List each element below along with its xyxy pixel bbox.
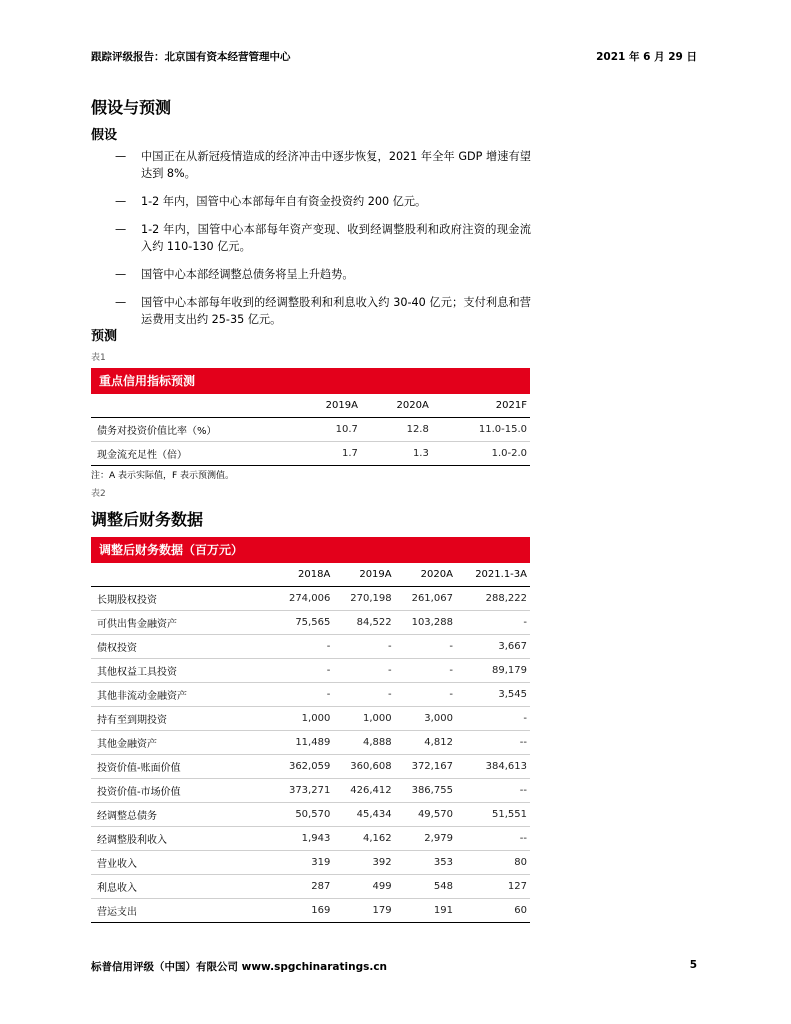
cell-value: 384,613 xyxy=(456,755,530,779)
row-label: 现金流充足性（倍） xyxy=(91,442,290,466)
cell-value: 372,167 xyxy=(395,755,456,779)
cell-value: 360,608 xyxy=(333,755,394,779)
cell-value: 353 xyxy=(395,851,456,875)
dash-bullet: — xyxy=(115,223,127,236)
cell-value: 319 xyxy=(272,851,333,875)
cell-value: 1.3 xyxy=(361,442,432,466)
cell-value: - xyxy=(456,611,530,635)
assumption-list xyxy=(91,148,531,339)
list-item-text: 国管中心本部每年收到的经调整股利和利息收入约 30-40 亿元；支付利息和营运费用支出约 25-35 亿元。 xyxy=(141,296,531,326)
cell-value: 373,271 xyxy=(272,779,333,803)
cell-value: 1,943 xyxy=(272,827,333,851)
credit-metrics-table xyxy=(91,394,530,466)
cell-value: 287 xyxy=(272,875,333,899)
cell-value: 103,288 xyxy=(395,611,456,635)
column-header xyxy=(91,394,290,418)
cell-value: - xyxy=(272,683,333,707)
cell-value: - xyxy=(333,635,394,659)
cell-value: 274,006 xyxy=(272,587,333,611)
list-item-text: 国管中心本部经调整总债务将呈上升趋势。 xyxy=(141,268,354,281)
row-label: 可供出售金融资产 xyxy=(91,611,272,635)
header-title: 跟踪评级报告：北京国有资本经营管理中心 xyxy=(91,51,291,63)
cell-value: 1.7 xyxy=(290,442,361,466)
cell-value: 60 xyxy=(456,899,530,923)
cell-value: 11,489 xyxy=(272,731,333,755)
table-row xyxy=(91,851,530,875)
table-row xyxy=(91,875,530,899)
cell-value: - xyxy=(456,707,530,731)
cell-value: - xyxy=(395,659,456,683)
row-label: 经调整总债务 xyxy=(91,803,272,827)
subheading-assumption: 假设 xyxy=(91,128,118,143)
cell-value: 169 xyxy=(272,899,333,923)
table1-title-bar xyxy=(91,368,530,394)
table-row xyxy=(91,418,530,442)
cell-value: 127 xyxy=(456,875,530,899)
table-header-row xyxy=(91,394,530,418)
cell-value: 4,812 xyxy=(395,731,456,755)
table2-title-bar xyxy=(91,537,530,563)
table-row xyxy=(91,755,530,779)
cell-value: 3,000 xyxy=(395,707,456,731)
cell-value: 51,551 xyxy=(456,803,530,827)
list-item-text: 中国正在从新冠疫情造成的经济冲击中逐步恢复，2021 年全年 GDP 增速有望达到 8%。 xyxy=(141,150,531,180)
list-item xyxy=(91,148,531,182)
cell-value: 4,162 xyxy=(333,827,394,851)
table-row xyxy=(91,803,530,827)
table-row xyxy=(91,659,530,683)
column-header: 2020A xyxy=(395,563,456,587)
row-label: 其他金融资产 xyxy=(91,731,272,755)
column-header: 2021.1-3A xyxy=(456,563,530,587)
table1-note: 注：A 表示实际值，F 表示预测值。 xyxy=(91,471,235,481)
table-row xyxy=(91,442,530,466)
list-item xyxy=(91,221,531,255)
cell-value: 386,755 xyxy=(395,779,456,803)
table-row xyxy=(91,779,530,803)
column-header: 2021F xyxy=(432,394,530,418)
cell-value: - xyxy=(395,683,456,707)
header-date: 2021 年 6 月 29 日 xyxy=(596,51,697,63)
cell-value: - xyxy=(333,683,394,707)
cell-value: 10.7 xyxy=(290,418,361,442)
table-row xyxy=(91,731,530,755)
row-label: 利息收入 xyxy=(91,875,272,899)
table-row xyxy=(91,707,530,731)
subheading-forecast: 预测 xyxy=(91,329,118,344)
row-label: 债权投资 xyxy=(91,635,272,659)
column-header: 2019A xyxy=(290,394,361,418)
row-label: 营运支出 xyxy=(91,899,272,923)
cell-value: -- xyxy=(456,827,530,851)
cell-value: 288,222 xyxy=(456,587,530,611)
row-label: 长期股权投资 xyxy=(91,587,272,611)
cell-value: 12.8 xyxy=(361,418,432,442)
list-item-text: 1-2 年内，国管中心本部每年自有资金投资约 200 亿元。 xyxy=(141,195,427,208)
column-header: 2020A xyxy=(361,394,432,418)
cell-value: 261,067 xyxy=(395,587,456,611)
column-header: 2019A xyxy=(333,563,394,587)
cell-value: -- xyxy=(456,731,530,755)
table-header-row xyxy=(91,563,530,587)
cell-value: - xyxy=(333,659,394,683)
table2-caption: 表2 xyxy=(91,489,106,499)
dash-bullet: — xyxy=(115,150,127,163)
table-row xyxy=(91,587,530,611)
cell-value: 1,000 xyxy=(333,707,394,731)
section-title-financials: 调整后财务数据 xyxy=(91,510,204,529)
cell-value: 392 xyxy=(333,851,394,875)
row-label: 持有至到期投资 xyxy=(91,707,272,731)
cell-value: 2,979 xyxy=(395,827,456,851)
cell-value: 179 xyxy=(333,899,394,923)
cell-value: - xyxy=(395,635,456,659)
adjusted-financials-table xyxy=(91,563,530,923)
dash-bullet: — xyxy=(115,195,127,208)
cell-value: 89,179 xyxy=(456,659,530,683)
column-header xyxy=(91,563,272,587)
table-row xyxy=(91,899,530,923)
cell-value: 75,565 xyxy=(272,611,333,635)
cell-value: 11.0-15.0 xyxy=(432,418,530,442)
cell-value: 426,412 xyxy=(333,779,394,803)
footer-company: 标普信用评级（中国）有限公司 www.spgchinaratings.cn xyxy=(91,961,388,973)
list-item xyxy=(91,266,531,283)
cell-value: 362,059 xyxy=(272,755,333,779)
cell-value: 80 xyxy=(456,851,530,875)
row-label: 投资价值-账面价值 xyxy=(91,755,272,779)
cell-value: 548 xyxy=(395,875,456,899)
table-row xyxy=(91,827,530,851)
cell-value: 50,570 xyxy=(272,803,333,827)
cell-value: -- xyxy=(456,779,530,803)
cell-value: 191 xyxy=(395,899,456,923)
table2-title: 调整后财务数据（百万元） xyxy=(99,543,244,557)
table2-body xyxy=(91,587,530,923)
list-item xyxy=(91,294,531,328)
cell-value: 270,198 xyxy=(333,587,394,611)
row-label: 债务对投资价值比率（%） xyxy=(91,418,290,442)
cell-value: 45,434 xyxy=(333,803,394,827)
row-label: 其他非流动金融资产 xyxy=(91,683,272,707)
cell-value: - xyxy=(272,659,333,683)
cell-value: 499 xyxy=(333,875,394,899)
table1-title: 重点信用指标预测 xyxy=(99,374,196,388)
table-row xyxy=(91,611,530,635)
cell-value: 4,888 xyxy=(333,731,394,755)
cell-value: 1,000 xyxy=(272,707,333,731)
section-title-assumptions: 假设与预测 xyxy=(91,98,172,117)
table-row xyxy=(91,683,530,707)
column-header: 2018A xyxy=(272,563,333,587)
row-label: 投资价值-市场价值 xyxy=(91,779,272,803)
cell-value: 3,545 xyxy=(456,683,530,707)
row-label: 营业收入 xyxy=(91,851,272,875)
list-item xyxy=(91,193,531,210)
cell-value: - xyxy=(272,635,333,659)
cell-value: 1.0-2.0 xyxy=(432,442,530,466)
table-row xyxy=(91,635,530,659)
dash-bullet: — xyxy=(115,296,127,309)
dash-bullet: — xyxy=(115,268,127,281)
list-item-text: 1-2 年内，国管中心本部每年资产变现、收到经调整股利和政府注资的现金流入约 110-130 亿元。 xyxy=(141,223,531,253)
cell-value: 84,522 xyxy=(333,611,394,635)
page-number: 5 xyxy=(689,959,697,971)
row-label: 经调整股利收入 xyxy=(91,827,272,851)
row-label: 其他权益工具投资 xyxy=(91,659,272,683)
cell-value: 3,667 xyxy=(456,635,530,659)
table1-caption: 表1 xyxy=(91,353,106,363)
cell-value: 49,570 xyxy=(395,803,456,827)
